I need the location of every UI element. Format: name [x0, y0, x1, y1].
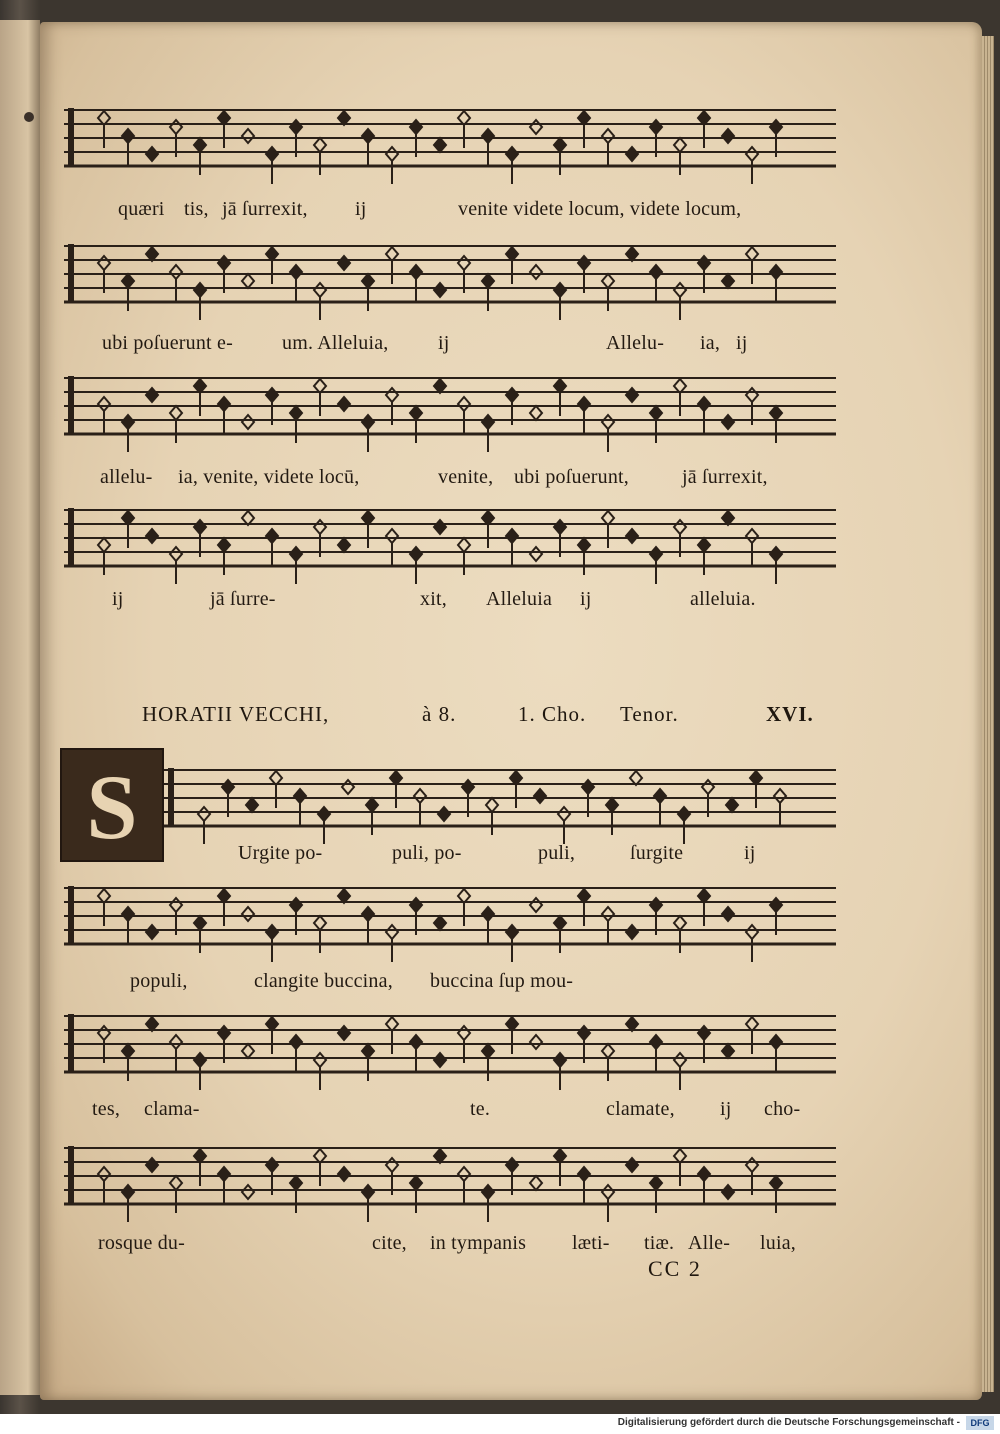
note-icon — [366, 798, 378, 835]
footer-credit: Digitalisierung gefördert durch die Deutsche Forschungsgemeinschaft - — [617, 1417, 960, 1428]
note-icon — [414, 789, 426, 826]
note-icon — [650, 406, 662, 443]
note-icon — [146, 1158, 158, 1172]
note-icon — [774, 789, 786, 826]
lyric-syllable: alleluia. — [690, 588, 756, 610]
note-icon — [770, 265, 782, 302]
note-icon — [530, 120, 542, 134]
staff-lines-4 — [64, 500, 836, 590]
lyric-syllable: ij — [438, 332, 450, 354]
note-icon — [98, 1167, 110, 1204]
note-icon — [122, 274, 134, 311]
note-icon — [314, 1149, 326, 1186]
lyric-syllable: læti- — [572, 1232, 610, 1254]
note-icon — [654, 789, 666, 826]
lyric-syllable: ubi poſuerunt, — [514, 466, 630, 488]
clef-icon — [68, 1146, 74, 1204]
note-icon — [626, 247, 638, 261]
note-icon — [410, 265, 422, 302]
note-icon — [722, 1044, 734, 1058]
note-icon — [266, 247, 278, 284]
lyric-syllable: in tympanis — [430, 1232, 527, 1254]
note-icon — [338, 397, 350, 411]
note-icon — [98, 111, 110, 148]
note-icon — [746, 1017, 758, 1054]
note-icon — [770, 1176, 782, 1213]
dfg-logo: DFG — [966, 1416, 994, 1430]
note-icon — [530, 406, 542, 420]
lyric-syllable: ia, — [700, 332, 721, 354]
note-icon — [482, 129, 494, 166]
note-icon — [530, 547, 542, 561]
note-icon — [362, 1044, 374, 1081]
note-icon — [122, 907, 134, 944]
clef-icon — [68, 244, 74, 302]
note-icon — [194, 138, 206, 175]
note-icon — [218, 111, 230, 148]
note-icon — [146, 1017, 158, 1031]
note-icon — [434, 138, 446, 152]
note-icon — [458, 1167, 470, 1204]
note-icon — [626, 1158, 638, 1172]
note-icon — [410, 1176, 422, 1213]
footer-bar — [0, 1414, 1000, 1434]
note-icon — [434, 379, 446, 393]
staff-lines-7 — [64, 1006, 836, 1096]
lyric-syllable: Urgite po- — [238, 842, 323, 864]
lyric-syllable: ſurgite — [630, 842, 684, 864]
note-icon — [386, 1017, 398, 1054]
note-icon — [410, 1035, 422, 1072]
note-icon — [242, 129, 254, 143]
lyric-syllable: ij — [736, 332, 748, 354]
note-icon — [626, 388, 638, 402]
note-icon — [434, 916, 446, 930]
note-icon — [342, 780, 354, 794]
lyric-syllable: te. — [470, 1098, 491, 1120]
note-icon — [482, 511, 494, 548]
note-icon — [626, 1017, 638, 1031]
note-icon — [146, 247, 158, 261]
note-icon — [338, 1167, 350, 1181]
note-icon — [626, 925, 638, 939]
note-icon — [146, 925, 158, 939]
note-icon — [194, 379, 206, 416]
lyric-syllable: buccina ſup mou- — [430, 970, 574, 992]
note-icon — [242, 274, 254, 288]
lyric-syllable: puli, po- — [392, 842, 462, 864]
note-icon — [726, 798, 738, 812]
note-icon — [290, 265, 302, 302]
lyric-syllable: cite, — [372, 1232, 407, 1254]
note-icon — [242, 1044, 254, 1058]
note-icon — [218, 397, 230, 434]
clef-icon — [168, 768, 174, 826]
lyric-syllable: populi, — [130, 970, 188, 992]
note-icon — [122, 1044, 134, 1081]
note-icon — [338, 111, 350, 125]
note-icon — [722, 415, 734, 429]
note-icon — [626, 147, 638, 161]
note-icon — [482, 907, 494, 944]
note-icon — [746, 529, 758, 566]
note-icon — [294, 789, 306, 826]
note-icon — [650, 1035, 662, 1072]
note-icon — [314, 379, 326, 416]
lyric-syllable: venite videte locum, videte locum, — [458, 198, 742, 220]
note-icon — [434, 283, 446, 297]
lyric-syllable: xit, — [420, 588, 447, 610]
note-icon — [146, 147, 158, 161]
note-icon — [602, 1044, 614, 1081]
note-icon — [458, 111, 470, 148]
note-icon — [338, 538, 350, 552]
lyric-syllable: ia, venite, videte locū, — [178, 466, 360, 488]
lyric-syllable: luia, — [760, 1232, 796, 1254]
note-icon — [386, 247, 398, 284]
note-icon — [170, 1035, 182, 1072]
staff-2 — [64, 236, 836, 326]
note-icon — [722, 907, 734, 921]
note-icon — [170, 406, 182, 443]
note-icon — [338, 1026, 350, 1040]
note-icon — [362, 907, 374, 944]
lyric-syllable: ij — [744, 842, 756, 864]
note-icon — [122, 129, 134, 166]
note-icon — [746, 247, 758, 284]
note-icon — [246, 798, 258, 812]
lyric-syllable: Alle- — [688, 1232, 731, 1254]
binding-hole — [24, 112, 34, 122]
clef-icon — [68, 376, 74, 434]
lyric-syllable: ij — [355, 198, 367, 220]
choir-label: 1. Cho. — [518, 702, 587, 726]
note-icon — [218, 538, 230, 575]
note-icon — [578, 538, 590, 575]
note-icon — [314, 916, 326, 953]
note-icon — [146, 388, 158, 402]
note-icon — [674, 916, 686, 953]
note-icon — [242, 511, 254, 525]
note-icon — [434, 1149, 446, 1163]
note-icon — [606, 798, 618, 835]
note-icon — [534, 789, 546, 803]
note-icon — [170, 265, 182, 302]
lyric-syllable: puli, — [538, 842, 576, 864]
note-icon — [218, 889, 230, 926]
lyric-syllable: ij — [112, 588, 124, 610]
note-icon — [722, 129, 734, 143]
note-icon — [554, 138, 566, 175]
note-icon — [554, 1149, 566, 1186]
note-icon — [530, 265, 542, 279]
note-icon — [626, 529, 638, 543]
lyric-syllable: clangite buccina, — [254, 970, 393, 992]
note-icon — [338, 889, 350, 903]
staff-lines-1 — [64, 100, 836, 190]
note-icon — [602, 511, 614, 548]
note-icon — [386, 529, 398, 566]
lyric-syllable: jā ſurre- — [210, 588, 276, 610]
note-icon — [674, 1149, 686, 1186]
note-icon — [290, 1035, 302, 1072]
note-icon — [650, 1176, 662, 1213]
staff-5 — [164, 760, 836, 850]
note-icon — [458, 538, 470, 575]
staff-3 — [64, 368, 836, 458]
initial-letter: S — [86, 756, 138, 858]
note-icon — [122, 511, 134, 548]
note-icon — [242, 907, 254, 921]
note-icon — [530, 898, 542, 912]
note-icon — [362, 511, 374, 548]
adjacent-page-edge — [0, 20, 40, 1395]
lyric-syllable: clamate, — [606, 1098, 675, 1120]
lyric-syllable: tes, — [92, 1098, 121, 1120]
note-icon — [390, 771, 402, 808]
note-icon — [362, 274, 374, 311]
page-stack-edge — [982, 36, 994, 1392]
staff-7 — [64, 1006, 836, 1096]
note-icon — [698, 1167, 710, 1204]
piece-number: XVI. — [766, 702, 814, 726]
note-icon — [698, 538, 710, 575]
note-icon — [674, 379, 686, 416]
note-icon — [770, 406, 782, 443]
clef-icon — [68, 108, 74, 166]
note-icon — [266, 1017, 278, 1054]
staff-lines-3 — [64, 368, 836, 458]
note-icon — [722, 1185, 734, 1199]
clef-icon — [68, 1014, 74, 1072]
note-icon — [290, 406, 302, 443]
staff-lines-6 — [64, 878, 836, 968]
note-icon — [98, 397, 110, 434]
note-icon — [602, 129, 614, 166]
note-icon — [674, 138, 686, 175]
note-icon — [578, 111, 590, 148]
lyric-syllable: jā ſurrexit, — [222, 198, 308, 220]
note-icon — [170, 1176, 182, 1213]
lyric-syllable: clama- — [144, 1098, 200, 1120]
note-icon — [578, 397, 590, 434]
note-icon — [290, 1176, 302, 1213]
note-icon — [698, 111, 710, 148]
lyric-syllable: um. Alleluia, — [282, 332, 389, 354]
note-icon — [698, 889, 710, 926]
part-label: Tenor. — [620, 702, 679, 726]
note-icon — [602, 274, 614, 311]
note-icon — [266, 529, 278, 566]
staff-lines-8 — [64, 1138, 836, 1228]
note-icon — [434, 1053, 446, 1067]
note-icon — [510, 771, 522, 808]
note-icon — [770, 1035, 782, 1072]
note-icon — [630, 771, 642, 785]
note-icon — [722, 274, 734, 288]
note-icon — [554, 379, 566, 416]
note-icon — [530, 1035, 542, 1049]
note-icon — [434, 520, 446, 534]
note-icon — [650, 265, 662, 302]
staff-4 — [64, 500, 836, 590]
lyric-syllable: ij — [580, 588, 592, 610]
note-icon — [270, 771, 282, 808]
note-icon — [722, 511, 734, 525]
decorated-initial — [60, 748, 164, 862]
note-icon — [578, 1167, 590, 1204]
note-icon — [578, 889, 590, 926]
note-icon — [410, 406, 422, 443]
lyric-syllable: tiæ. — [644, 1232, 675, 1254]
note-icon — [554, 916, 566, 953]
note-icon — [194, 1149, 206, 1186]
lyric-syllable: jā ſurrexit, — [682, 466, 768, 488]
note-icon — [530, 1176, 542, 1190]
note-icon — [338, 256, 350, 270]
signature-mark: CC 2 — [648, 1256, 702, 1281]
note-icon — [98, 538, 110, 575]
note-icon — [458, 889, 470, 926]
lyric-syllable: rosque du- — [98, 1232, 185, 1254]
note-icon — [438, 807, 450, 821]
lyric-syllable: allelu- — [100, 466, 153, 488]
note-icon — [486, 798, 498, 835]
note-icon — [146, 529, 158, 543]
staff-8 — [64, 1138, 836, 1228]
staff-lines-5 — [164, 760, 836, 850]
voice-count: à 8. — [422, 702, 457, 726]
lyric-syllable: tis, — [184, 198, 209, 220]
composer-name: HORATII VECCHI, — [142, 702, 330, 726]
note-icon — [698, 397, 710, 434]
lyric-syllable: venite, — [438, 466, 494, 488]
note-icon — [242, 1185, 254, 1199]
lyric-syllable: cho- — [764, 1098, 801, 1120]
note-icon — [602, 907, 614, 944]
note-icon — [506, 1017, 518, 1054]
clef-icon — [68, 508, 74, 566]
note-icon — [194, 916, 206, 953]
note-icon — [750, 771, 762, 808]
lyric-syllable: ij — [720, 1098, 732, 1120]
note-icon — [362, 129, 374, 166]
clef-icon — [68, 886, 74, 944]
note-icon — [458, 397, 470, 434]
staff-lines-2 — [64, 236, 836, 326]
staff-6 — [64, 878, 836, 968]
note-icon — [482, 274, 494, 311]
lyric-syllable: quæri — [118, 198, 165, 220]
lyric-syllable: Allelu- — [606, 332, 665, 354]
note-icon — [506, 247, 518, 284]
note-icon — [482, 1044, 494, 1081]
lyric-syllable: ubi poſuerunt e- — [102, 332, 233, 354]
note-icon — [314, 138, 326, 175]
lyric-syllable: Alleluia — [486, 588, 553, 610]
note-icon — [98, 889, 110, 926]
note-icon — [218, 1167, 230, 1204]
note-icon — [242, 415, 254, 429]
staff-1 — [64, 100, 836, 190]
note-icon — [506, 529, 518, 566]
